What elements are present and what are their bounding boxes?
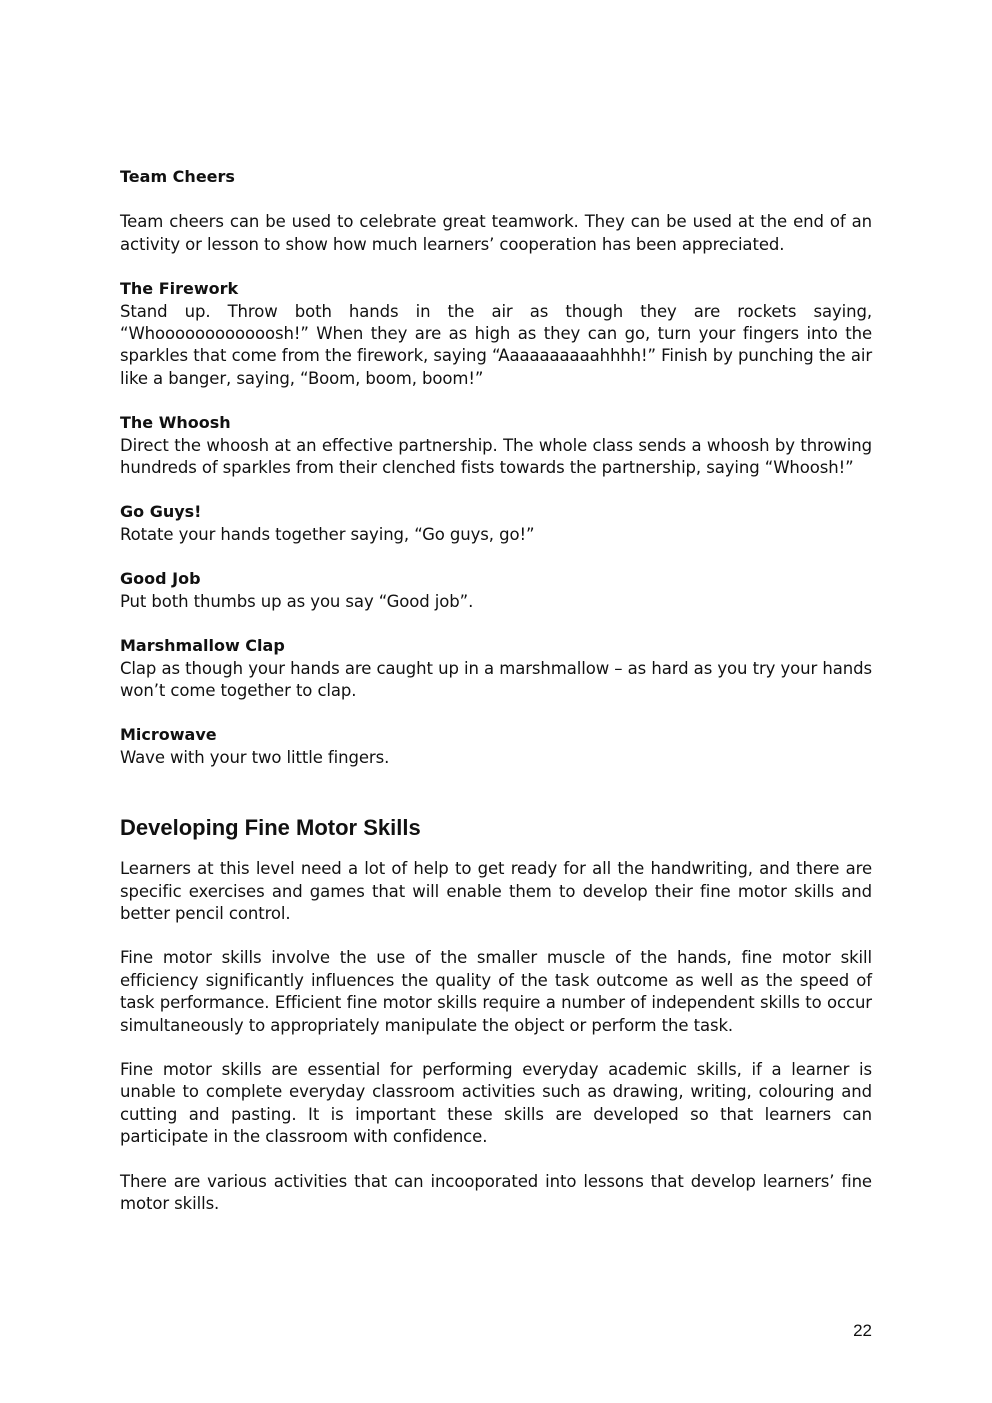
fine-motor-paragraph-2: Fine motor skills involve the use of the smaller muscle of the hands, fine motor skill efficiency significantly influences the quality of the task outcome as well as the speed of task performance. Efficient fine motor skills require a number of independent skills to occur simultaneously to appropriately manipulate the object or perform the task. [120, 948, 872, 1035]
cheer-text-microwave: Wave with your two little fingers. [120, 747, 390, 767]
cheer-text-whoosh: Direct the whoosh at an effective partnership. The whole class sends a whoosh by throwing hundreds of sparkles from their clenched fists towards the partnership, saying “Whoosh!” [120, 435, 872, 478]
team-cheers-intro: Team cheers can be used to celebrate great teamwork. They can be used at the end of an activity or lesson to show how much learners’ cooperation has been appreciated. [120, 212, 872, 254]
fine-motor-paragraph-4: There are various activities that can incooporated into lessons that develop learners’ fine motor skills. [120, 1171, 872, 1213]
fine-motor-paragraph-1: Learners at this level need a lot of help to get ready for all the handwriting, and there are specific exercises and games that will enable them to develop their fine motor skills and better pencil control. [120, 859, 872, 923]
team-cheers-title: Team Cheers [120, 167, 235, 186]
fine-motor-heading: Developing Fine Motor Skills [120, 815, 421, 841]
cheer-title-good-job: Good Job [120, 569, 201, 589]
cheer-title-go-guys: Go Guys! [120, 502, 202, 522]
cheer-text-good-job: Put both thumbs up as you say “Good job”. [120, 591, 474, 611]
page-number: 22 [853, 1321, 872, 1340]
cheer-text-marshmallow-clap: Clap as though your hands are caught up in a marshmallow – as hard as you try your hands won’t come together to clap. [120, 658, 872, 700]
cheer-text-firework: Stand up. Throw both hands in the air as though they are rockets saying, “Whoooooooooooosh!” When they are as high as they can go, turn your fingers into the sparkles that come from the firework, saying “Aaaaaaaaaahhhh!” Finish by punching the air like a banger, saying, “Boom, boom, boom!” [120, 301, 872, 388]
cheer-title-whoosh: The Whoosh [120, 413, 231, 433]
page-content [120, 166, 872, 1215]
cheer-title-marshmallow-clap: Marshmallow Clap [120, 636, 285, 656]
cheer-title-microwave: Microwave [120, 725, 217, 745]
fine-motor-paragraph-3: Fine motor skills are essential for performing everyday academic skills, if a learner is unable to complete everyday classroom activities such as drawing, writing, colouring and cutting and pasting. It is important these skills are developed so that learners can participate in the classroom with confidence. [120, 1059, 872, 1147]
cheer-text-go-guys: Rotate your hands together saying, “Go guys, go!” [120, 524, 535, 544]
cheer-title-firework: The Firework [120, 279, 239, 299]
